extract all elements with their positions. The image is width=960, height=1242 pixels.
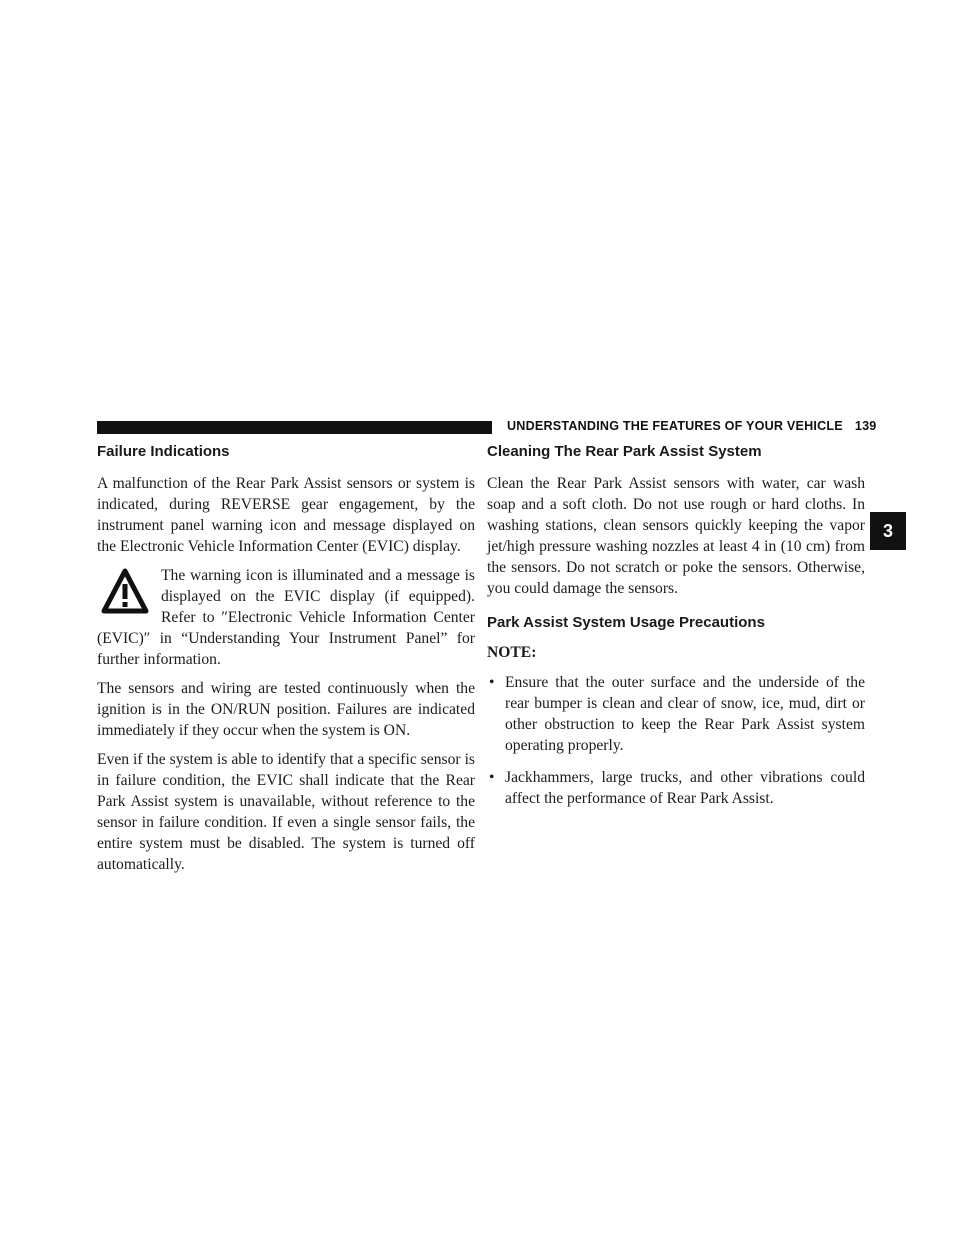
warning-text: The warning icon is illuminated and a message is displayed on the EVIC display (if equipped). Refer to ″Electronic Vehicle Information Center (EVIC)″ in “Understanding Your Instrument Panel” for further information. xyxy=(97,567,475,668)
list-item xyxy=(487,767,865,809)
list-item-text: Jackhammers, large trucks, and other vibrations could affect the performance of Rear Park Assist. xyxy=(505,769,865,807)
cleaning-paragraph: Clean the Rear Park Assist sensors with water, car wash soap and a soft cloth. Do not use rough or hard cloths. In washing stations, clean sensors quickly keeping the vapor jet/high pressure washing nozzles at least 4 in (10 cm) from the sensors. Do not scratch or poke the sensors. Otherwise, you could damage the sensors. xyxy=(487,475,865,597)
failure-paragraph-2: The sensors and wiring are tested continuously when the ignition is in the ON/RUN position. Failures are indicated immediately if they occur when the system is ON. xyxy=(97,680,475,739)
bullet-marker: • xyxy=(489,674,495,691)
failure-paragraph-1: A malfunction of the Rear Park Assist sensors or system is indicated, during REVERSE gear engagement, by the instrument panel warning icon and message displayed on the Electronic Vehicle Information Center (EVIC) display. xyxy=(97,475,475,555)
failure-paragraph-3: Even if the system is able to identify that a specific sensor is in failure condition, the EVIC shall indicate that the Rear Park Assist system is unavailable, without reference to the sensor in failure condition. If even a single sensor fails, the entire system must be disabled. The system is turned off automatically. xyxy=(97,751,475,873)
failure-indications-heading: Failure Indications xyxy=(97,443,230,460)
precautions-heading: Park Assist System Usage Precautions xyxy=(487,614,765,631)
cleaning-heading: Cleaning The Rear Park Assist System xyxy=(487,443,762,460)
bullet-marker: • xyxy=(489,769,495,786)
precautions-list xyxy=(487,672,865,809)
left-column xyxy=(97,442,475,883)
list-item xyxy=(487,672,865,756)
chapter-tab: 3 xyxy=(870,512,906,550)
warning-triangle-icon xyxy=(101,567,149,619)
running-header xyxy=(507,419,876,433)
right-column xyxy=(487,442,865,820)
list-item-text: Ensure that the outer surface and the underside of the rear bumper is clean and clear of snow, ice, mud, dirt or other obstruction to keep the Rear Park Assist system operating properly. xyxy=(505,674,865,754)
header-rule xyxy=(97,421,492,434)
section-title: UNDERSTANDING THE FEATURES OF YOUR VEHICLE xyxy=(507,419,843,433)
warning-block xyxy=(97,565,475,670)
page-number: 139 xyxy=(854,419,877,433)
note-label: NOTE: xyxy=(487,644,537,661)
